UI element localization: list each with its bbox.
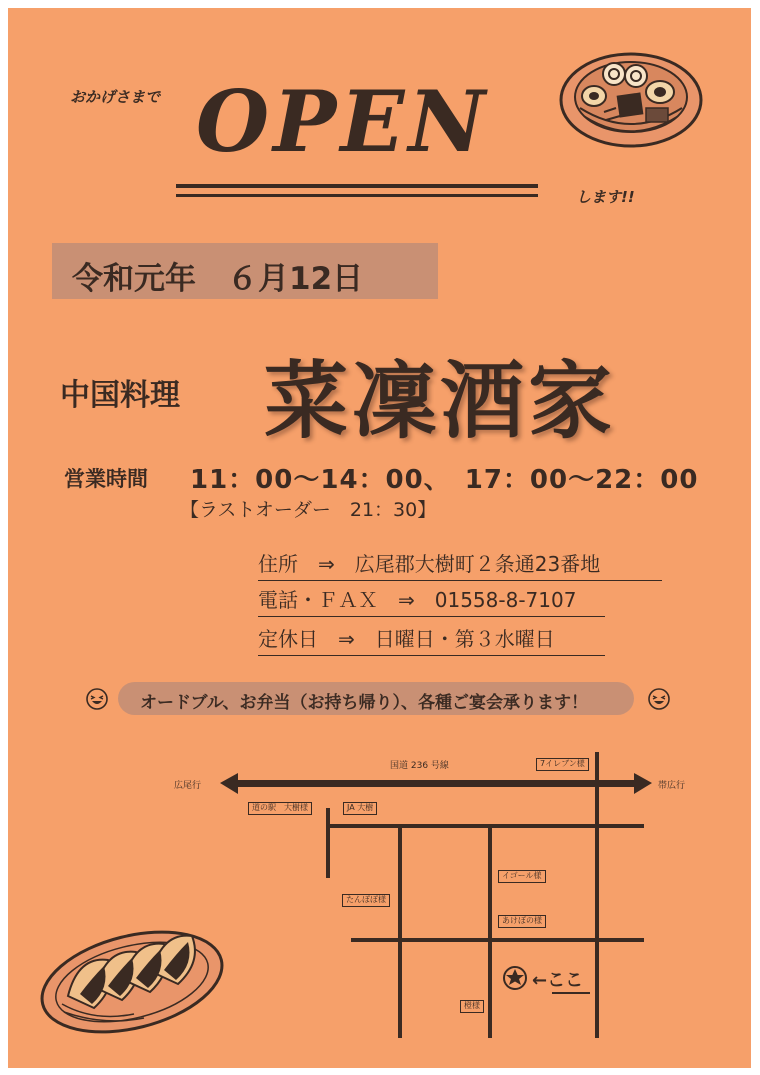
- here-underline: [552, 992, 590, 994]
- igor-label: イゴール様: [498, 870, 546, 883]
- direction-obihiro: 帯広行: [658, 781, 686, 791]
- map-road: [351, 938, 644, 942]
- headline-suffix: します!!: [576, 188, 635, 206]
- hours-label: 営業時間: [64, 467, 148, 491]
- address-line: 住所 ⇒ 広尾郡大樹町２条通23番地: [258, 548, 662, 581]
- cuisine-label: 中国料理: [60, 378, 180, 413]
- route-label: 国道 236 号線: [390, 761, 449, 771]
- michinoeki-label: 道の駅 大樹様: [248, 802, 312, 815]
- opening-date: 令和元年 ６月12日: [72, 261, 364, 297]
- arrow-left-icon: [220, 773, 238, 794]
- route-236-road: [232, 780, 636, 787]
- map-road: [398, 828, 402, 1038]
- map-road: [326, 824, 644, 828]
- arrow-right-icon: [634, 773, 652, 794]
- akebono-label: あけぼの様: [498, 915, 546, 928]
- ja-label: JA 大樹: [343, 802, 377, 815]
- flyer: [8, 8, 751, 1068]
- star-icon: [506, 969, 524, 985]
- map-road: [488, 828, 492, 1038]
- tachibana-label: 橙様: [460, 1000, 484, 1013]
- direction-hiroo: 広尾行: [174, 781, 202, 791]
- open-headline: OPEN: [196, 72, 490, 171]
- phone-fax-line: 電話・ＦＡＸ ⇒ 01558-8-7107: [258, 584, 605, 617]
- shop-name: 菜凜酒家: [264, 351, 617, 450]
- business-hours: 11：00〜14：00、 17：00〜22：00: [190, 465, 699, 495]
- here-marker-text: ←ここ: [532, 970, 584, 991]
- seven-eleven-label: 7イレブン様: [536, 758, 589, 771]
- gyoza-plate-icon: [34, 904, 234, 1044]
- map-road: [326, 808, 330, 878]
- last-order: 【ラストオーダー 21：30】: [180, 499, 437, 521]
- catering-text: オードブル、お弁当（お持ち帰り）、各種ご宴会承ります！: [140, 693, 588, 713]
- map-road: [595, 752, 599, 1038]
- intro-text: おかげさまで: [70, 88, 161, 106]
- tanpopo-label: たんぽぽ様: [342, 894, 390, 907]
- closed-days-line: 定休日 ⇒ 日曜日・第３水曜日: [258, 623, 605, 656]
